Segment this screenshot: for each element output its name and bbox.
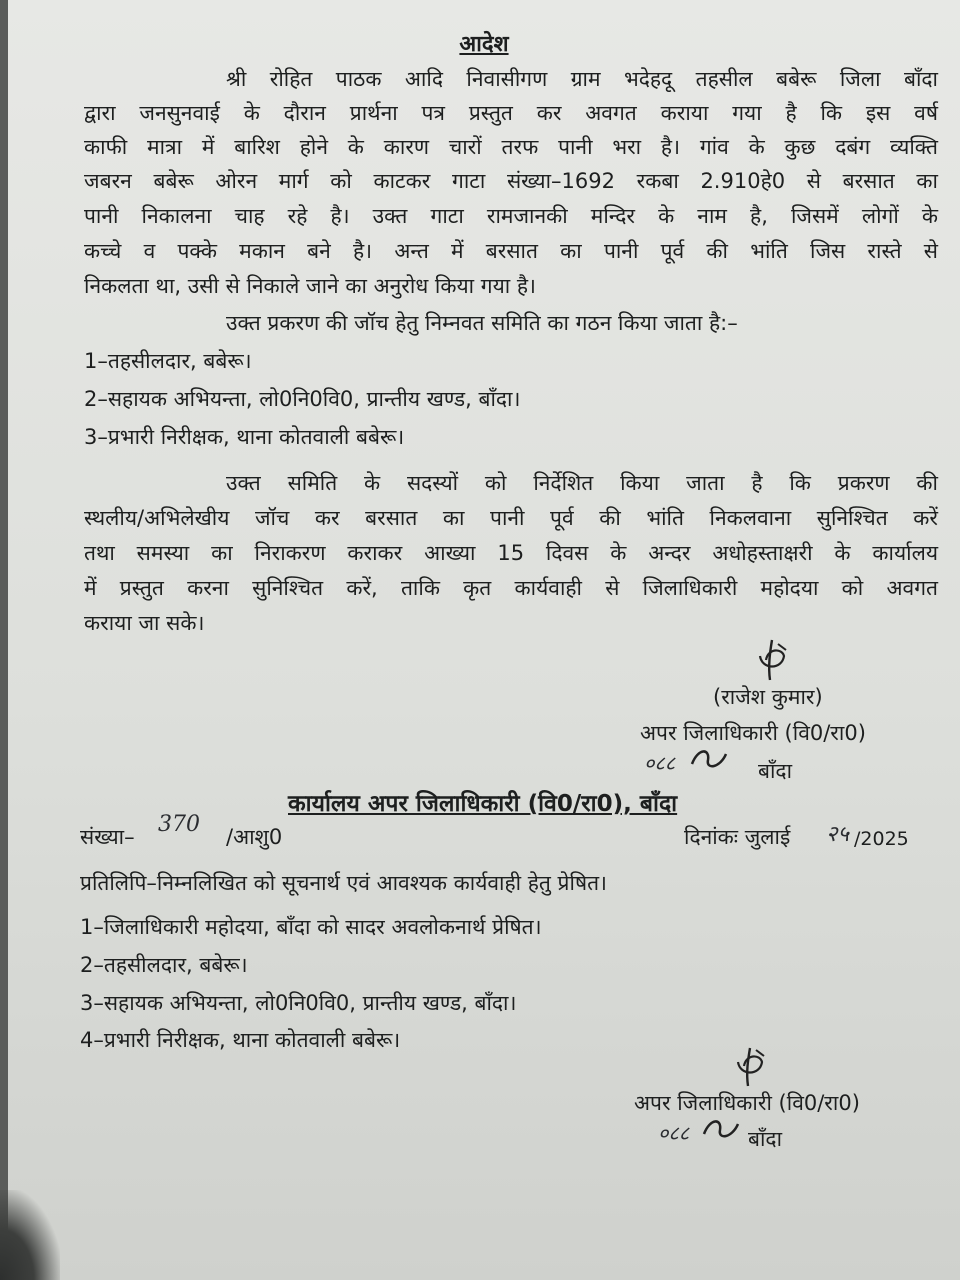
signatory-place: बाँदा xyxy=(758,759,793,783)
date-day: २५ xyxy=(826,822,849,847)
order-heading: आदेश xyxy=(459,32,509,57)
handwritten-initial-2: ०८८ xyxy=(658,1121,690,1145)
signatory-designation: अपर जिलाधिकारी (वि0/रा0) xyxy=(640,721,866,745)
copy-item: 4–प्रभारी निरीक्षक, थाना कोतवाली बबेरू। xyxy=(80,1028,401,1052)
signatory2-place: बाँदा xyxy=(748,1127,783,1151)
committee-member: 2–सहायक अभियन्ता, लो0नि0वि0, प्रान्तीय खण्ड, बाँदा। xyxy=(84,387,521,411)
copy-item: 3–सहायक अभियन्ता, लो0नि0वि0, प्रान्तीय खण्ड, बाँदा। xyxy=(80,991,517,1015)
signature-mark-2 xyxy=(728,1044,772,1090)
signatory-name: (राजेश कुमार) xyxy=(713,685,823,709)
committee-intro: उक्त प्रकरण की जॉच हेतु निम्नवत समिति का गठन किया जाता है:– xyxy=(226,311,738,335)
signature-mark-1 xyxy=(748,636,798,684)
para1-line: पानी निकालना चाह रहे है। उक्त गाटा रामजानकी मन्दिर के नाम है, जिसमें लोगों के xyxy=(84,204,938,228)
copy-item: 2–तहसीलदार, बबेरू। xyxy=(80,953,248,977)
committee-member: 1–तहसीलदार, बबेरू। xyxy=(84,349,252,373)
para1-line: कच्चे व पक्के मकान बने है। अन्त में बरसात का पानी पूर्व की भांति जिस रास्ते से xyxy=(84,239,938,263)
para2-line: कराया जा सके। xyxy=(84,611,205,635)
para1-line: निकलता था, उसी से निकाले जाने का अनुरोध किया गया है। xyxy=(84,274,537,298)
date-year: /2025 xyxy=(854,828,909,850)
scribble-mark xyxy=(688,744,732,772)
copy-item: 1–जिलाधिकारी महोदया, बाँदा को सादर अवलोकनार्थ प्रेषित। xyxy=(80,915,542,939)
ref-label: संख्या– xyxy=(80,825,135,849)
scribble-mark-2 xyxy=(700,1114,744,1142)
para1-line: द्वारा जनसुनवाई के दौरान प्रार्थना पत्र प्रस्तुत कर अवगत कराया गया है कि इस वर्ष xyxy=(84,101,938,125)
para1-line: जबरन बबेरू ओरन मार्ग को काटकर गाटा संख्या–1692 रकबा 2.910हे0 से बरसात का xyxy=(84,169,938,193)
para2-line: उक्त समिति के सदस्यों को निर्देशित किया जाता है कि प्रकरण की xyxy=(226,471,938,495)
committee-member: 3–प्रभारी निरीक्षक, थाना कोतवाली बबेरू। xyxy=(84,425,405,449)
para1-line: काफी मात्रा में बारिश होने के कारण चारों तरफ पानी भरा है। गांव के कुछ दबंग व्यक्ति xyxy=(84,135,938,159)
document-page xyxy=(8,0,960,1280)
para2-line: तथा समस्या का निराकरण कराकर आख्या 15 दिवस के अन्दर अधोहस्ताक्षरी के कार्यालय xyxy=(84,541,938,565)
para1-line: श्री रोहित पाठक आदि निवासीगण ग्राम भदेहदू तहसील बबेरू जिला बाँदा xyxy=(226,67,938,91)
finger-shadow xyxy=(0,1190,60,1280)
ref-suffix: /आशु0 xyxy=(226,825,283,849)
ref-number: 370 xyxy=(158,812,200,837)
handwritten-initial: ०८८ xyxy=(644,751,676,775)
para2-line: स्थलीय/अभिलेखीय जॉच कर बरसात का पानी पूर्व की भांति निकलवाना सुनिश्चित करें xyxy=(84,506,938,530)
copy-intro: प्रतिलिपि–निम्नलिखित को सूचनार्थ एवं आवश्यक कार्यवाही हेतु प्रेषित। xyxy=(80,871,608,895)
signatory2-designation: अपर जिलाधिकारी (वि0/रा0) xyxy=(634,1091,860,1115)
office-title: कार्यालय अपर जिलाधिकारी (वि0/रा0), बाँदा xyxy=(288,791,678,817)
date-label: दिनांकः जुलाई xyxy=(684,825,791,849)
para2-line: में प्रस्तुत करना सुनिश्चित करें, ताकि कृत कार्यवाही से जिलाधिकारी महोदया को अवगत xyxy=(84,576,938,600)
